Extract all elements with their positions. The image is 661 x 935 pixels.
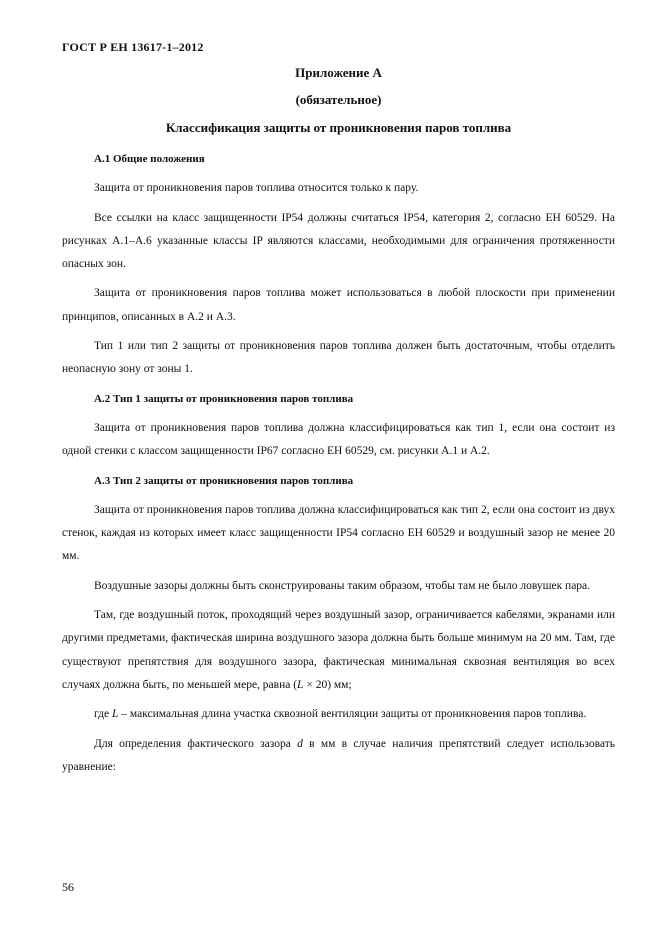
paragraph: Защита от проникновения паров топлива может использоваться в любой плоскости при применении принципов, описанных в А.2 и А.3. <box>62 287 615 323</box>
formula-variable: d <box>297 737 303 750</box>
formula-variable: L <box>297 678 304 691</box>
paragraph: Защита от проникновения паров топлива относится только к пару. <box>94 182 419 195</box>
paragraph: Воздушные зазоры должны быть сконструированы таким образом, чтобы там не было ловушек пара. <box>94 579 591 592</box>
standard-code: ГОСТ Р ЕН 13617-1–2012 <box>62 40 204 54</box>
text: – максимальная длина участка сквозной вентиляции защиты от проникновения паров топлива. <box>118 708 587 721</box>
paragraph: Все ссылки на класс защищенности IP54 должны считаться IP54, категория 2, согласно ЕН 60529. На рисунках А.1–А.6 указанные классы IP являются классами, необходимыми для ограничения протяженности опасных зон. <box>62 211 615 271</box>
text: Для определения фактического зазора <box>94 737 298 750</box>
paragraph: Защита от проникновения паров топлива должна классифицироваться как тип 2, если она состоит из двух стенок, каждая из которых имеет класс защищенности IP54 согласно ЕН 60529 и воздушный зазор не менее 20 мм. <box>62 503 615 563</box>
appendix-title: Классификация защиты от проникновения паров топлива <box>165 120 512 135</box>
section-heading-a2: А.2 Тип 1 защиты от проникновения паров топлива <box>94 392 354 405</box>
page-number: 56 <box>62 880 74 894</box>
text: в мм в случае наличия препятствий следует использовать уравнение: <box>62 737 615 773</box>
paragraph <box>62 604 615 697</box>
paragraph <box>62 703 615 726</box>
paragraph: Защита от проникновения паров топлива должна классифицироваться как тип 1, если она состоит из одной стенки с классом защищенности IP67 согласно ЕН 60529, см. рисунки А.1 и А.2. <box>62 421 615 458</box>
section-heading-a1: А.1 Общие положения <box>94 153 205 165</box>
paragraph: Тип 1 или тип 2 защиты от проникновения паров топлива должен быть достаточным, чтобы отделить неопасную зону от зоны 1. <box>62 340 615 376</box>
appendix-label: Приложение А <box>295 65 382 80</box>
text: Там, где воздушный поток, проходящий через воздушный зазор, ограничивается кабелями, экранами или другими предметами, фактическая ширина воздушного зазора должна быть больше минимум на 20 мм. Там, где существуют препятствия для воздушного зазора, фактическая минимальная сквозная вентиляция во всех случаях должна быть, по меньшей мере, равна ( <box>62 609 615 691</box>
text: × 20) мм; <box>303 678 352 691</box>
appendix-status: (обязательное) <box>295 92 382 107</box>
text: где <box>94 708 112 721</box>
document-body <box>62 148 615 785</box>
paragraph <box>62 733 615 780</box>
formula-variable: L <box>111 708 119 721</box>
section-heading-a3: А.3 Тип 2 защиты от проникновения паров топлива <box>94 474 354 487</box>
